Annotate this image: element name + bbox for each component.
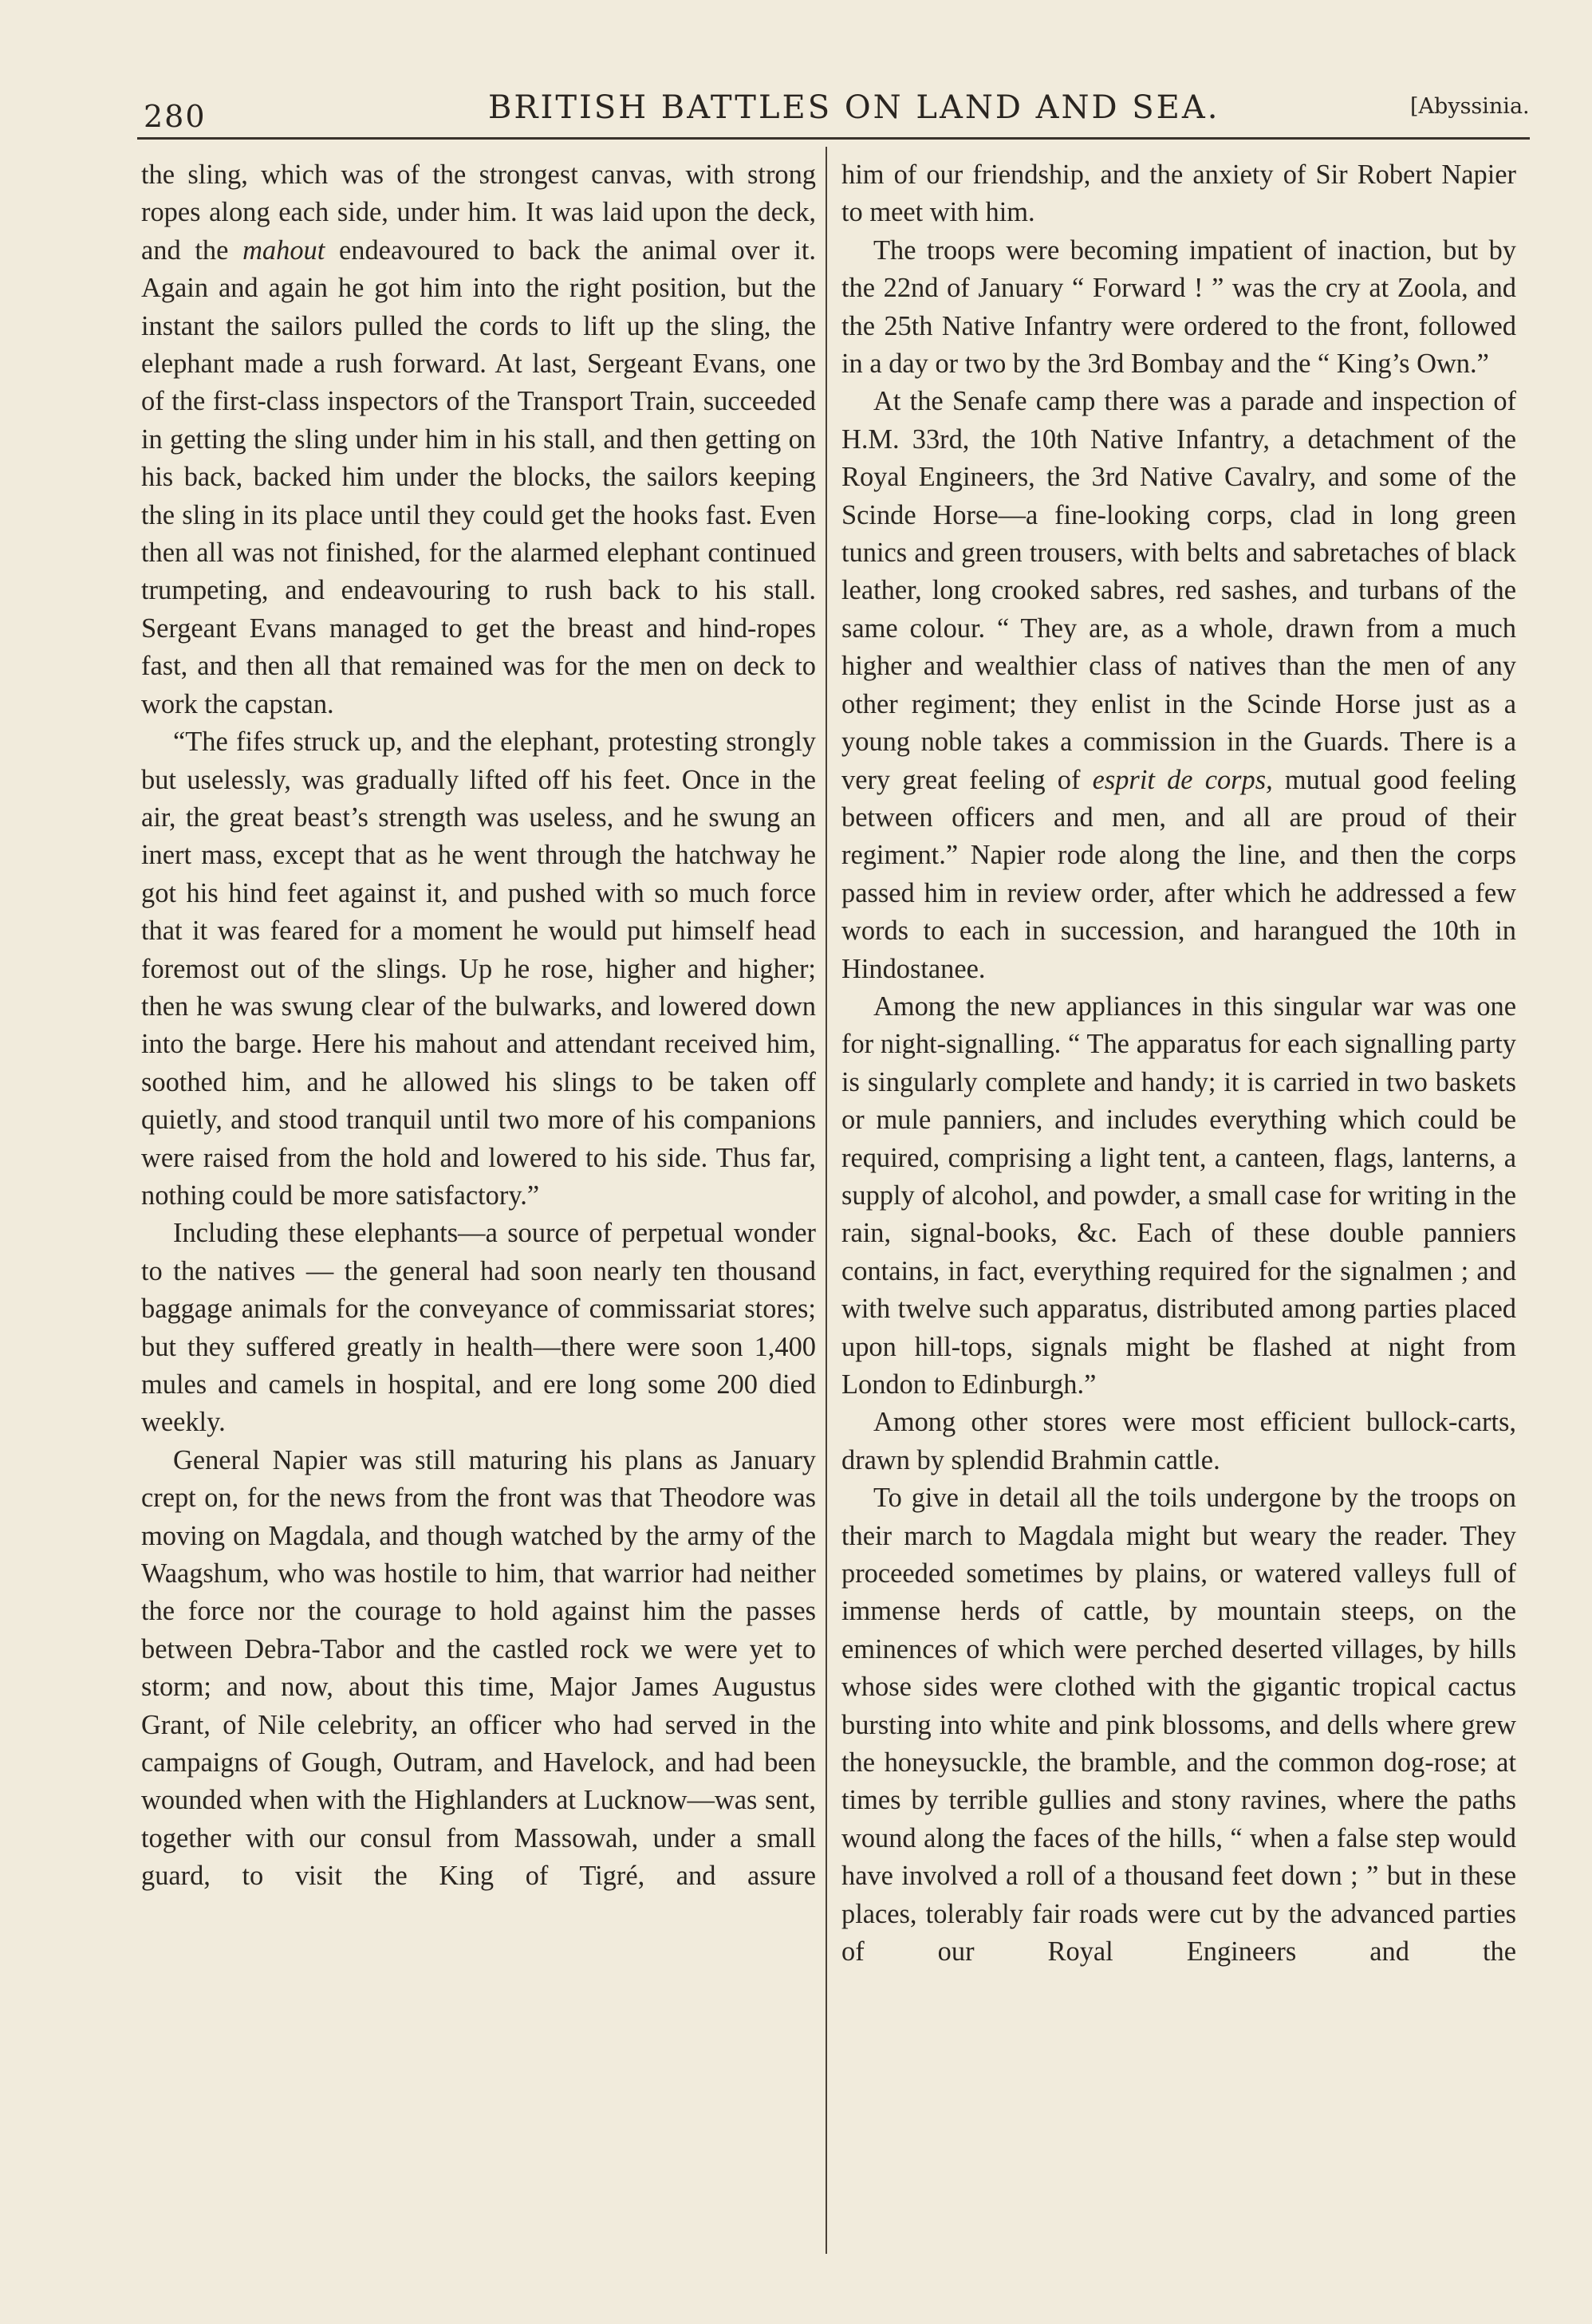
mahout-italic: mahout (242, 234, 325, 266)
section-label: [Abyssinia. (1410, 94, 1530, 119)
right-p3-text: At the Senafe camp there was a parade and inspection of H.M. 33rd, the 10th Native Infantry, a detachment of the Royal Engineers, the 3rd Native Cavalry, and some of the Scinde Horse—a fine-looking corps, clad in long green tunics and green trousers, with belts and sabretaches of black leather, long crooked sabres, red sashes, and turbans of the same colour. “ They are, as a whole, drawn from a much higher and wealthier class of natives than the men of any other regiment; they enlist in the Scinde Horse just as a young noble takes a commission in the Guards. There is a very great feeling of (841, 386, 1516, 795)
right-paragraph-4: Among the new appliances in this singular war was one for night-signalling. “ The apparatus for each signalling party is singularly complete and handy; it is carried in two baskets or mule panniers, and includes everything which could be required, comprising a light tent, a canteen, flags, lanterns, a supply of alcohol, and powder, a small case for writing in the rain, signal-books, &c. Each of these double panniers contains, in fact, everything required for the signalmen ; and with twelve such apparatus, distributed among parties placed upon hill-tops, signals might be flashed at night from London to Edinburgh.” (841, 991, 1516, 1400)
right-column (841, 156, 1516, 1971)
left-paragraph-4: General Napier was still maturing his plans as January crept on, for the news from the front was that Theodore was moving on Magdala, and though watched by the army of the Waagshum, who was hostile to him, that warrior had neither the force nor the courage to hold against him the passes between Debra-Tabor and the castled rock we were yet to storm; and now, about this time, Major James Augustus Grant, of Nile celebrity, an officer who had served in the campaigns of Gough, Outram, and Havelock, and had been wounded when with the Highlanders at Lucknow—was sent, together with our consul from Massowah, under a small guard, to visit the King of Tigré, and assure (141, 1444, 816, 1892)
esprit-de-corps-italic: esprit de corps, (1092, 764, 1273, 795)
right-p3-rest: mutual good feeling between officers and men, and all are proud of their regiment.” Napier rode along the line, and then the corps passed him in review order, after which he addressed a few words to each in succession, and harangued the 10th in Hindostanee. (841, 764, 1516, 984)
right-paragraph-6: To give in detail all the toils undergone by the troops on their march to Magdala might but weary the reader. They proceeded sometimes by plains, or watered valleys full of immense herds of cattle, by mountain steeps, on the eminences of which were perched deserted villages, by hills whose sides were clothed with the gigantic tropical cactus bursting into white and pink blossoms, and dells where grew the honeysuckle, the bramble, and the common dog-rose; at times by terrible gullies and stony ravines, where the paths wound along the faces of the hills, “ when a false step would have involved a roll of a thousand feet down ; ” but in these places, tolerably fair roads were cut by the advanced parties of our Royal Engineers and the (841, 1483, 1516, 1968)
right-paragraph-3 (841, 383, 1516, 988)
left-paragraph-3: Including these elephants—a source of perpetual wonder to the natives — the general had soon nearly ten thousand baggage animals for the conveyance of commissariat stores; but they suffered greatly in health—there were soon 1,400 mules and camels in hospital, and ere long some 200 died weekly. (141, 1218, 816, 1438)
left-column (141, 156, 816, 1896)
left-p1-rest: endeavoured to back the animal over it. Again and again he got him into the right position, but the instant the sailors pulled the cords to lift up the sling, the elephant made a rush forward. At last, Sergeant Evans, one of the first-class inspectors of the Transport Train, succeeded in getting the sling under him in his stall, and then getting on his back, backed him under the blocks, the sailors keeping the sling in its place until they could get the hooks fast. Even then all was not finished, for the alarmed elephant continued trumpeting, and endeavouring to rush back to his stall. Sergeant Evans managed to get the breast and hind-ropes fast, and then all that remained was for the men on deck to work the capstan. (141, 234, 816, 719)
left-p1-text: the sling, which was of the strongest canvas, with strong ropes along each side, under him. It was laid upon the deck, and the (141, 160, 816, 266)
page-number: 280 (144, 99, 207, 134)
column-divider (826, 147, 827, 2254)
running-title: BRITISH BATTLES ON LAND AND SEA. (488, 89, 1220, 126)
right-paragraph-5: Among other stores were most efficient bullock-carts, drawn by splendid Brahmin cattle. (841, 1407, 1516, 1475)
left-paragraph-2: “The fifes struck up, and the elephant, protesting strongly but uselessly, was gradually lifted off his feet. Once in the air, the great beast’s strength was useless, and he swung an inert mass, except that as he went through the hatchway he got his hind feet against it, and pushed with so much force that it was feared for a moment he would put himself head foremost out of the slings. Up he rose, higher and higher; then he was swung clear of the bulwarks, and lowered down into the barge. Here his mahout and attendant received him, soothed him, and he allowed his slings to be taken off quietly, and stood tranquil until two more of his companions were raised from the hold and lowered to his side. Thus far, nothing could be more satisfactory.” (141, 727, 816, 1211)
right-paragraph-2: The troops were becoming impatient of inaction, but by the 22nd of January “ Forward ! ” was the cry at Zoola, and the 25th Native Infantry were ordered to the front, followed in a day or two by the 3rd Bombay and the “ King’s Own.” (841, 234, 1516, 380)
left-paragraph-1 (141, 156, 816, 723)
right-paragraph-1: him of our friendship, and the anxiety of Sir Robert Napier to meet with him. (841, 160, 1516, 228)
header-rule (137, 137, 1530, 140)
